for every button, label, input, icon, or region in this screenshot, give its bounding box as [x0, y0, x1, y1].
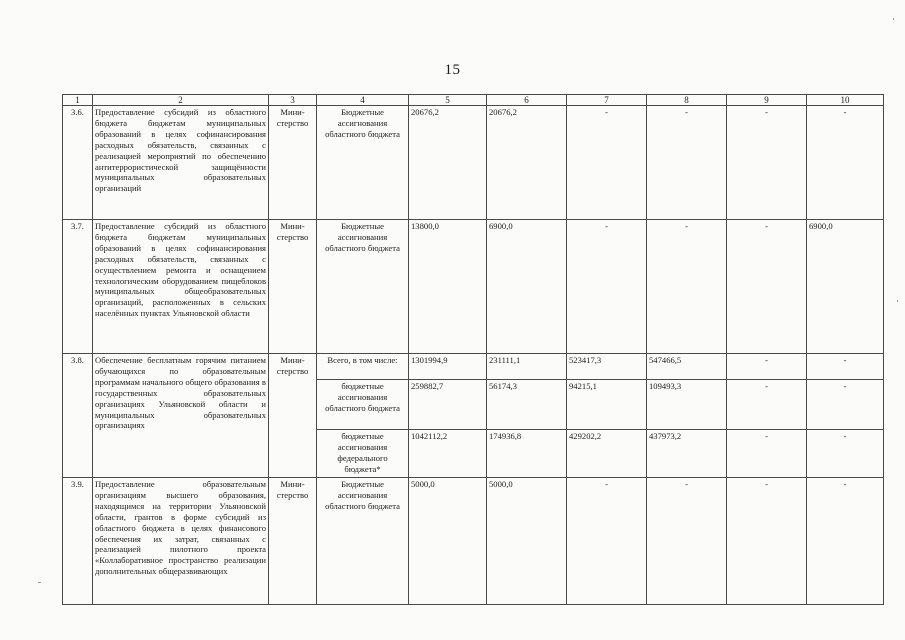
- header-row: [63, 95, 884, 106]
- value-cell: 109493,3: [647, 380, 727, 430]
- value-cell: 547466,5: [647, 354, 727, 380]
- column-header: 9: [727, 95, 807, 106]
- value-cell: -: [727, 380, 807, 430]
- value-cell: -: [647, 478, 727, 605]
- value-cell: 94215,1: [567, 380, 647, 430]
- value-cell: 6900,0: [487, 220, 567, 354]
- value-cell: -: [807, 478, 884, 605]
- value-cell: -: [727, 354, 807, 380]
- value-cell: 1301994,9: [409, 354, 487, 380]
- row-description: Обеспечение бесплатным горячим питанием обучающихся по образовательным программам начального общего образования в государственных образовательных организациях Ульяновской области и муниципальных образовательных организациях: [93, 354, 269, 478]
- column-header: 8: [647, 95, 727, 106]
- value-cell: 20676,2: [409, 106, 487, 220]
- value-cell: 20676,2: [487, 106, 567, 220]
- value-cell: 1042112,2: [409, 430, 487, 478]
- scan-mark: [897, 300, 898, 302]
- row-executor: Мини-стерство: [269, 220, 317, 354]
- column-header: 1: [63, 95, 93, 106]
- value-cell: -: [727, 478, 807, 605]
- value-cell: -: [807, 380, 884, 430]
- value-cell: 56174,3: [487, 380, 567, 430]
- row-executor: Мини-стерство: [269, 478, 317, 605]
- value-cell: -: [567, 220, 647, 354]
- value-cell: 523417,3: [567, 354, 647, 380]
- value-cell: -: [727, 220, 807, 354]
- funding-source: бюджетные ассигнования федерального бюджета*: [317, 430, 409, 478]
- value-cell: 5000,0: [487, 478, 567, 605]
- value-cell: 259882,7: [409, 380, 487, 430]
- page-number: 15: [444, 62, 461, 78]
- row-description: Предоставление субсидий из областного бюджета бюджетам муниципальных образований в целях софинансирования расходных обязательств, связанных с осуществлением ремонта и оснащением технологическим оборудованием пищеблоков муниципальных общеобразовательных организаций, расположенных в сельских населённых пунктах Ульяновской области: [93, 220, 269, 354]
- row-executor: Мини-стерство: [269, 354, 317, 478]
- column-header: 6: [487, 95, 567, 106]
- row-description: Предоставление образовательным организациям высшего образования, находящимся на территории Ульяновской области, грантов в форме субсидий из областного бюджета в целях финансового обеспечения их затрат, связанных с реализацией пилотного проекта «Коллаборативное пространство реализации дополнительных общеразвивающих: [93, 478, 269, 605]
- funding-source: Бюджетные ассигнования областного бюджета: [317, 106, 409, 220]
- column-header: 5: [409, 95, 487, 106]
- row-description: Предоставление субсидий из областного бюджета бюджетам муниципальных образований в целях софинансирования расходных обязательств, связанных с реализацией мероприятий по обеспечению антитеррористической защищённости муниципальных образовательных организаций: [93, 106, 269, 220]
- value-cell: -: [567, 478, 647, 605]
- value-cell: -: [647, 220, 727, 354]
- value-cell: 6900,0: [807, 220, 884, 354]
- value-cell: -: [807, 106, 884, 220]
- value-cell: 231111,1: [487, 354, 567, 380]
- value-cell: -: [807, 354, 884, 380]
- scan-mark: [38, 582, 41, 583]
- value-cell: 429202,2: [567, 430, 647, 478]
- table-row: [63, 220, 884, 354]
- value-cell: -: [807, 430, 884, 478]
- column-header: 3: [269, 95, 317, 106]
- table-row: [63, 478, 884, 605]
- value-cell: 174936,8: [487, 430, 567, 478]
- value-cell: 5000,0: [409, 478, 487, 605]
- row-number: 3.8.: [63, 354, 93, 478]
- table-row: [63, 354, 884, 380]
- row-executor: Мини-стерство: [269, 106, 317, 220]
- column-header: 7: [567, 95, 647, 106]
- value-cell: -: [727, 430, 807, 478]
- funding-source: Бюджетные ассигнования областного бюджета: [317, 220, 409, 354]
- table-row: [63, 106, 884, 220]
- column-header: 4: [317, 95, 409, 106]
- value-cell: 13800,0: [409, 220, 487, 354]
- budget-table: [62, 94, 884, 605]
- row-number: 3.7.: [63, 220, 93, 354]
- row-number: 3.6.: [63, 106, 93, 220]
- column-header: 2: [93, 95, 269, 106]
- value-cell: -: [567, 106, 647, 220]
- scan-mark: [893, 18, 894, 20]
- value-cell: 437973,2: [647, 430, 727, 478]
- funding-source: Всего, в том числе:: [317, 354, 409, 380]
- funding-source: Бюджетные ассигнования областного бюджета: [317, 478, 409, 605]
- column-header: 10: [807, 95, 884, 106]
- value-cell: -: [647, 106, 727, 220]
- row-number: 3.9.: [63, 478, 93, 605]
- value-cell: -: [727, 106, 807, 220]
- funding-source: бюджетные ассигнования областного бюджета: [317, 380, 409, 430]
